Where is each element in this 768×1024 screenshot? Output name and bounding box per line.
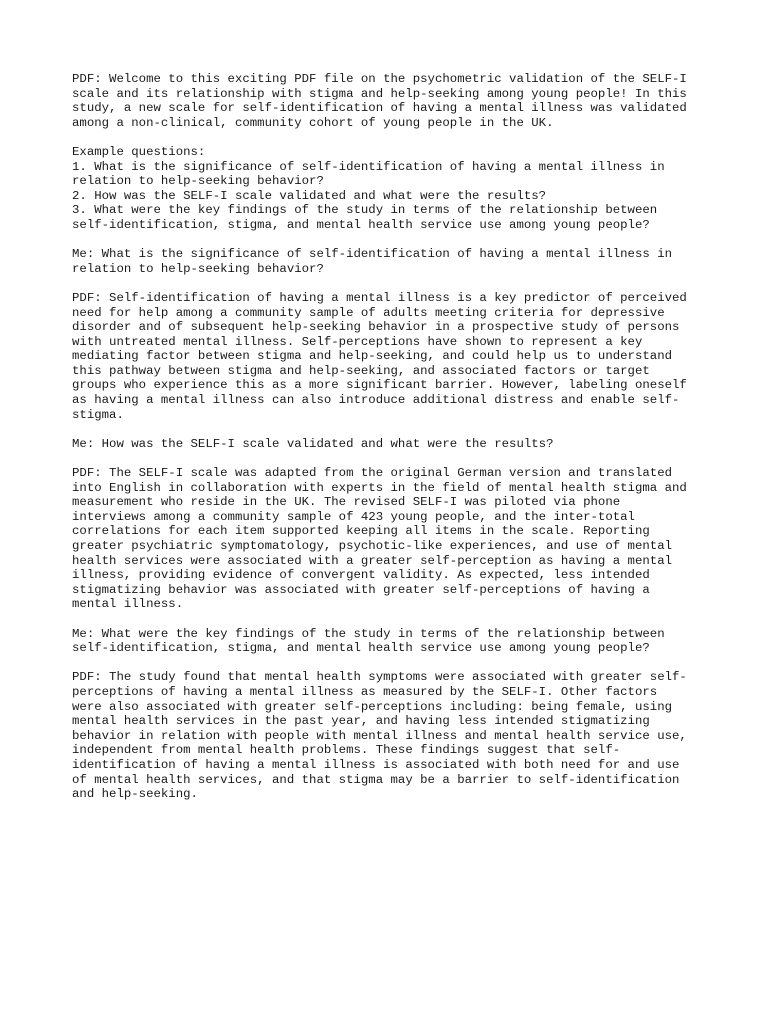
text-line: health services were associated with a greater self-perception as having a mental [72,553,673,568]
text-line: independent from mental health problems. These findings suggest that self- [72,743,621,758]
text-line: mental health services in the past year, and having less intended stigmatizing [72,714,650,729]
pdf-answer-paragraph [72,670,712,801]
example-questions-paragraph [72,145,712,233]
text-line: 1. What is the significance of self-identification of having a mental illness in [72,159,665,174]
text-line: stigma. [72,407,124,422]
text-line: among a non-clinical, community cohort of young people in the UK. [72,115,554,130]
text-line: and help-seeking. [72,787,198,802]
text-line: mediating factor between stigma and help-seeking, and could help us to understand [72,349,673,364]
text-line: perceptions of having a mental illness as measured by the SELF-I. Other factors [72,684,658,699]
text-line: Example questions: [72,144,206,159]
text-line: self-identification, stigma, and mental health service use among young people? [72,641,650,656]
text-line: 3. What were the key findings of the study in terms of the relationship between [72,203,658,218]
text-line: interviews among a community sample of 423 young people, and the inter-total [72,509,635,524]
text-line: greater psychiatric symptomatology, psychotic-like experiences, and use of mental [72,539,673,553]
text-line: were also associated with greater self-perceptions including: being female, using [72,699,673,714]
text-line: need for help among a community sample of adults meeting criteria for depressive [72,305,665,320]
text-line: relation to help-seeking behavior? [72,174,324,189]
pdf-answer-paragraph [72,466,712,612]
text-line: PDF: Welcome to this exciting PDF file on the psychometric validation of the SELF-I [72,72,687,86]
user-question-paragraph [72,247,712,276]
pdf-answer-paragraph [72,291,712,422]
text-line: of mental health services, and that stigma may be a barrier to self-identification [72,772,680,787]
text-line: measurement who reside in the UK. The revised SELF-I was piloted via phone [72,495,621,510]
user-question-paragraph [72,627,712,656]
text-line: relation to help-seeking behavior? [72,261,324,276]
user-question-paragraph [72,437,712,452]
text-line: Me: How was the SELF-I scale validated and what were the results? [72,436,554,451]
text-line: this pathway between stigma and help-seeking, and associated factors or target [72,363,650,378]
text-line: PDF: The SELF-I scale was adapted from the original German version and translated [72,466,673,481]
text-line: behavior in relation with people with mental illness and mental health service use, [72,728,687,743]
text-line: 2. How was the SELF-I scale validated and what were the results? [72,188,547,203]
text-line: with untreated mental illness. Self-perceptions have shown to represent a key [72,334,643,349]
text-line: illness, providing evidence of convergent validity. As expected, less intended [72,568,650,583]
text-line: mental illness. [72,597,184,612]
text-line: into English in collaboration with experts in the field of mental health stigma and [72,480,687,495]
text-line: scale and its relationship with stigma and help-seeking among young people! In this [72,86,687,101]
text-line: PDF: Self-identification of having a mental illness is a key predictor of perceived [72,290,687,305]
text-line: groups who experience this as a more significant barrier. However, labeling oneself [72,378,687,393]
text-line: stigmatizing behavior was associated with greater self-perceptions of having a [72,582,650,597]
text-line: self-identification, stigma, and mental health service use among young people? [72,217,650,232]
text-line: PDF: The study found that mental health symptoms were associated with greater self- [72,670,687,685]
document-body [72,72,712,816]
text-line: Me: What is the significance of self-identification of having a mental illness in [72,247,673,262]
text-line: study, a new scale for self-identification of having a mental illness was validated [72,101,687,116]
text-line: as having a mental illness can also introduce additional distress and enable self- [72,393,680,408]
text-line: Me: What were the key findings of the study in terms of the relationship between [72,626,665,641]
pdf-intro-paragraph [72,72,712,130]
text-line: disorder and of subsequent help-seeking behavior in a prospective study of persons [72,320,680,335]
text-line: identification of having a mental illness is associated with both need for and use [72,757,680,772]
text-line: correlations for each item supported keeping all items in the scale. Reporting [72,524,650,539]
